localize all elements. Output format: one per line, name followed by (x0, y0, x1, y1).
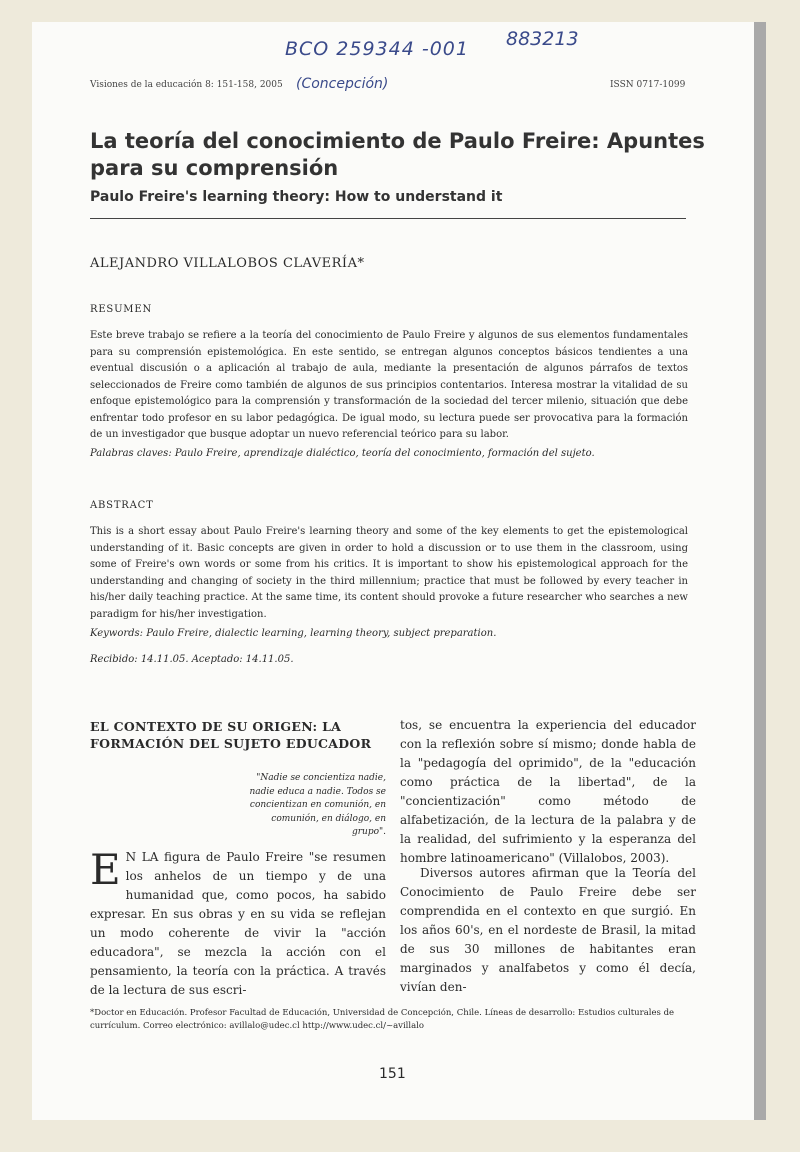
section-heading: EL CONTEXTO DE SU ORIGEN: LA FORMACIÓN DEL SUJETO EDUCADOR (90, 719, 372, 751)
article-subtitle: Paulo Freire's learning theory: How to understand it (90, 189, 503, 205)
abstract-keywords: Keywords: Paulo Freire, dialectic learning, learning theory, subject preparation. (90, 628, 497, 639)
handwritten-call-number: BCO 259344 -001 (285, 38, 469, 60)
resumen-text: Este breve trabajo se refiere a la teoría del conocimiento de Paulo Freire y algunos de sus elementos fundamentales para su comprensión epistemológica. En este sentido, se entregan algunos conceptos básicos tendientes a una eventual discusión o a aplicación al trabajo de aula, mediante la presentación de algunos párrafos de textos seleccionados de Freire como también de algunos de sus principios contentarios. Interesa mostrar la vitalidad de su enfoque epistemológico para la comprensión y transformación de la sociedad del tercer milenio, situación que debe enfrentar todo profesor en su labor pedagógica. De igual modo, su lectura puede ser provocativa para la formación de un investigador que busque adoptar un nuevo referencial teórico para su labor. (90, 330, 688, 440)
author-name: ALEJANDRO VILLALOBOS CLAVERÍA* (90, 256, 365, 271)
resumen-heading: RESUMEN (90, 304, 152, 315)
handwritten-id-number: 883213 (506, 28, 579, 50)
title-divider (90, 218, 686, 219)
received-dates: Recibido: 14.11.05. Aceptado: 14.11.05. (90, 654, 294, 665)
author-footnote: *Doctor en Educación. Profesor Facultad de Educación, Universidad de Concepción, Chile. Líneas de desarrollo: Estudios culturales de currículum. Correo electrónico: avillalo@udec.cl http://www.udec.cl/~avillalo (90, 1008, 675, 1031)
drop-cap: E (90, 845, 121, 894)
abstract-text: This is a short essay about Paulo Freire's learning theory and some of the key elements to get the epistemological understanding of it. Basic concepts are given in order to hold a discussion or to use them in the classroom, using some of Freire's own words or some from his critics. It is important to show his epistemological approach for the understanding and changing of society in the third millennium; practice that must be followed by every teacher in his/her daily teaching practice. At the same time, its content should provoke a future researcher who searches a new paradigm for his/her investigation. (90, 526, 688, 620)
page-number: 151 (379, 1066, 406, 1082)
epigraph: "Nadie se concientiza nadie, nadie educa a nadie. Todos se concientizan en comunión, en comunión, en diálogo, en grupo". (249, 773, 386, 837)
page-edge-shadow (754, 22, 766, 1120)
column-2-paragraph-1: tos, se encuentra la experiencia del educador con la reflexión sobre sí mismo; donde habla de la "pedagogía del oprimido", de la "educación como práctica de la libertad", de la "concientización" como método de alfabetización, de la lectura de la palabra y de la realidad, del sufrimiento y la esperanza del hombre latinoamericano" (Villalobos, 2003). (400, 718, 696, 865)
column-1-text (90, 845, 386, 1000)
handwritten-note: (Concepción) (296, 76, 389, 92)
resumen-keywords: Palabras claves: Paulo Freire, aprendizaje dialéctico, teoría del conocimiento, formación del sujeto. (90, 448, 595, 459)
journal-citation: Visiones de la educación 8: 151-158, 2005 (90, 80, 283, 90)
column-2-paragraph-2: Diversos autores afirman que la Teoría del Conocimiento de Paulo Freire debe ser comprendida en el contexto en que surgió. En los años 60's, en el nordeste de Brasil, la mitad de sus 30 millones de habitantes eran marginados y analfabetos y como él decía, vivían den- (400, 866, 696, 994)
issn: ISSN 0717-1099 (610, 80, 686, 90)
article-title: La teoría del conocimiento de Paulo Freire: Apuntes para su comprensión (90, 129, 705, 180)
column-1-body: N LA figura de Paulo Freire "se resumen los anhelos de un tiempo y de una humanidad que, como pocos, ha sabido expresar. En sus obras y en su vida se reflejan un modo coherente de vivir la "acción educadora", se mezcla la acción con el pensamiento, la teoría con la práctica. A través de la lectura de sus escri- (90, 850, 386, 997)
abstract-heading: ABSTRACT (90, 500, 154, 511)
